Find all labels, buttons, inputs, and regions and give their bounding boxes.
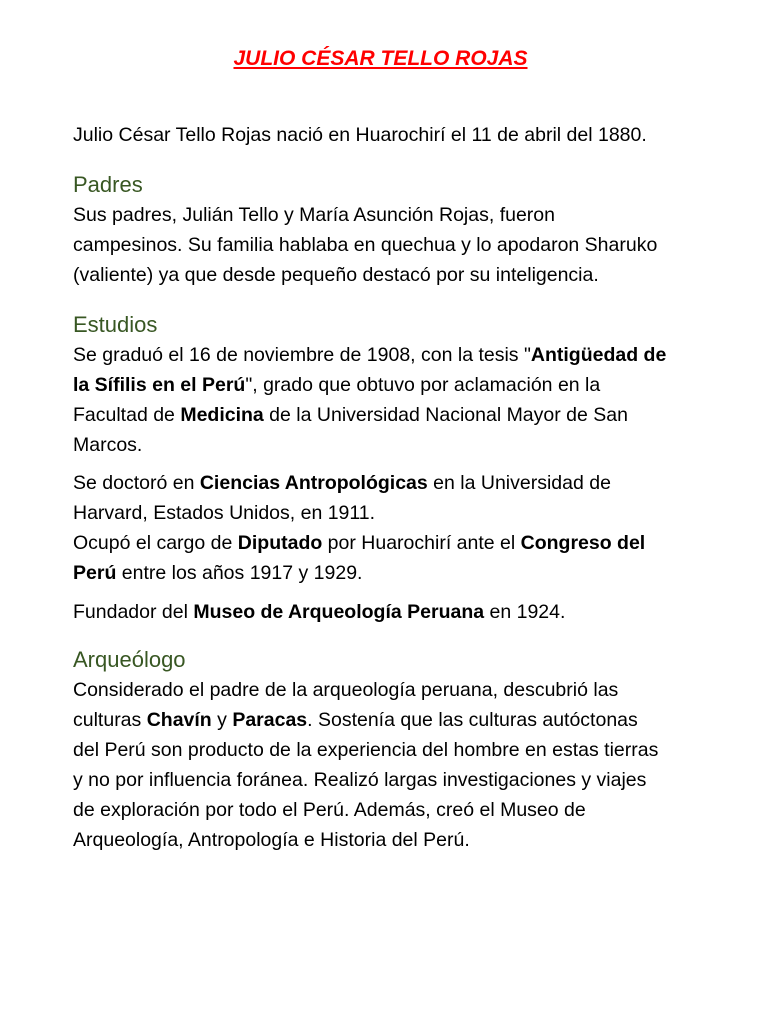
text-run: Fundador del: [73, 601, 194, 623]
text-run: en 1924.: [484, 601, 566, 623]
text-run: Ocupó el cargo de: [73, 532, 238, 554]
estudios-paragraph-doctorate: [73, 468, 668, 588]
text-run: por Huarochirí ante el: [322, 532, 521, 554]
intro-paragraph: Julio César Tello Rojas nació en Huarochirí el 11 de abril del 1880.: [73, 124, 647, 146]
bold-paracas: Paracas: [232, 709, 308, 731]
arqueologo-paragraph: [73, 675, 668, 855]
text-run: Se doctoró en: [73, 472, 200, 494]
page-title: JULIO CÉSAR TELLO ROJAS: [233, 47, 528, 70]
text-run: entre los años 1917 y 1929.: [116, 562, 363, 584]
bold-diputado: Diputado: [237, 532, 323, 554]
bold-tesis: Antigüedad de la Sífilis en el Perú: [73, 344, 667, 396]
text-run: . Sostenía que las culturas autóctonas del Perú son producto de la experiencia del hombre en estas tierras y no por influencia foránea. Realizó largas investigaciones y viajes de exploración por todo el Perú. Además, creó el Museo de Arqueología, Antropología e Historia del Perú.: [73, 709, 659, 851]
section-heading-estudios: Estudios: [73, 312, 158, 337]
padres-paragraph: Sus padres, Julián Tello y María Asunción Rojas, fueron campesinos. Su familia hablaba en quechua y lo apodaron Sharuko (valiente) ya que desde pequeño destacó por su inteligencia.: [73, 204, 658, 286]
text-run: Se graduó el 16 de noviembre de 1908, con la tesis ": [73, 344, 531, 366]
bold-ciencias: Ciencias Antropológicas: [199, 472, 428, 494]
bold-museo: Museo de Arqueología Peruana: [193, 601, 485, 623]
text-run: y: [211, 709, 233, 731]
estudios-paragraph-museum: [73, 597, 668, 627]
section-heading-padres: Padres: [73, 172, 143, 197]
text-run: en la Universidad de Harvard, Estados Unidos, en 1911.: [73, 472, 611, 524]
text-run: ", grado que obtuvo por aclamación en la Facultad de: [73, 374, 601, 426]
section-heading-arqueologo: Arqueólogo: [73, 647, 186, 672]
text-run: de la Universidad Nacional Mayor de San Marcos.: [73, 404, 628, 456]
bold-medicina: Medicina: [180, 404, 264, 426]
estudios-paragraph-graduation: [73, 340, 668, 460]
text-run: Considerado el padre de la arqueología peruana, descubrió las culturas: [73, 679, 619, 731]
bold-congreso: Congreso del Perú: [73, 532, 646, 584]
bold-chavin: Chavín: [146, 709, 212, 731]
